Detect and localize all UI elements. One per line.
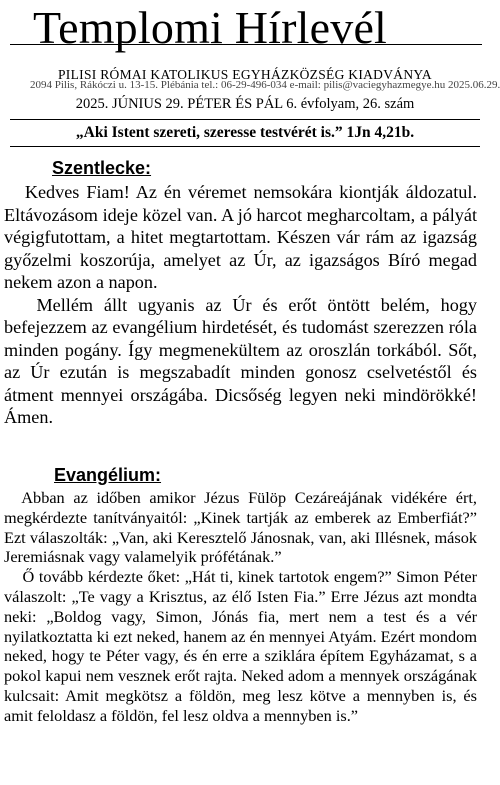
reading-paragraph: Mellém állt ugyanis az Úr és erőt öntött belém, hogy befejezzem az evangélium hirdetését, és tudomást szerezzen róla minden pogány. Így megmenekültem az oroszlán torkából. Sőt, az Úr ezután is megszabadít minden gonosz cselvetéstől és átment mennyei országába. Dicsőség legyen neki mindörökké! Ámen. (4, 294, 477, 427)
clipped-address-line (30, 79, 500, 92)
issue-line: 2025. JÚNIUS 29. PÉTER ÉS PÁL 6. évfolyam, 26. szám (75, 96, 415, 112)
header-rule-top (10, 119, 480, 120)
clipped-address-text: 2094 Pilis, Rákóczi u. 13-15. Plébánia tel.: 06-29-496-034 e-mail: pilis@vaciegyhazmegye.hu 2025.06.29. (30, 79, 500, 91)
newsletter-title: Templomi Hírlevél (33, 2, 388, 53)
gospel-paragraph: Abban az időben amikor Jézus Fülöp Cezáreájának vidékére ért, megkérdezte tanítványaitól: „Kinek tartják az emberek az Emberfiát?” Ezt válaszolták: „Van, aki Keresztelő Jánosnak, van, aki Illésnek, mások Jeremiásnak vagy valamelyik prófétának.” (4, 488, 477, 567)
reading-section (4, 157, 477, 429)
motto: „Aki Istent szereti, szeresse testvérét is.” 1Jn 4,21b. (75, 124, 415, 141)
header-rule-bottom (10, 146, 480, 147)
publisher-line: PILISI RÓMAI KATOLIKUS EGYHÁZKÖZSÉG KIADVÁNYA (58, 67, 432, 82)
masthead (0, 0, 490, 52)
gospel-section (4, 464, 477, 785)
gospel-paragraph: Ő tovább kérdezte őket: „Hát ti, kinek tartotok engem?” Simon Péter válaszolt: „Te vagy a Krisztus, az élő Isten Fia.” Erre Jézus azt mondta neki: „Boldog vagy, Simon, Jónás fia, mert nem a test és a vér nyilatkoztatta ki ezt neked, hanem az én mennyei Atyám. Ezért mondom neked, hogy te Péter vagy, és én erre a sziklára építem Egyházamat, s a pokol kapui nem vesznek erőt rajta. Neked adom a mennyek országának kulcsait: Amit megkötsz a földön, meg lesz kötve a mennyben is, és amit feloldasz a földön, fel lesz oldva a mennyben is.” (4, 567, 477, 725)
gospel-heading: Evangélium: (54, 465, 162, 485)
reading-heading: Szentlecke: (52, 158, 152, 178)
masthead-rule (10, 44, 482, 45)
reading-paragraph: Kedves Fiam! Az én véremet nemsokára kiontják áldozatul. Eltávozásom ideje közel van. A jó harcot megharcoltam, a pályát végigfutottam, a hitet megtartottam. Készen vár rám az igazság győzelmi koszorúja, amelyet az Úr, az igazságos Bíró megad nekem azon a napon. (4, 182, 477, 292)
